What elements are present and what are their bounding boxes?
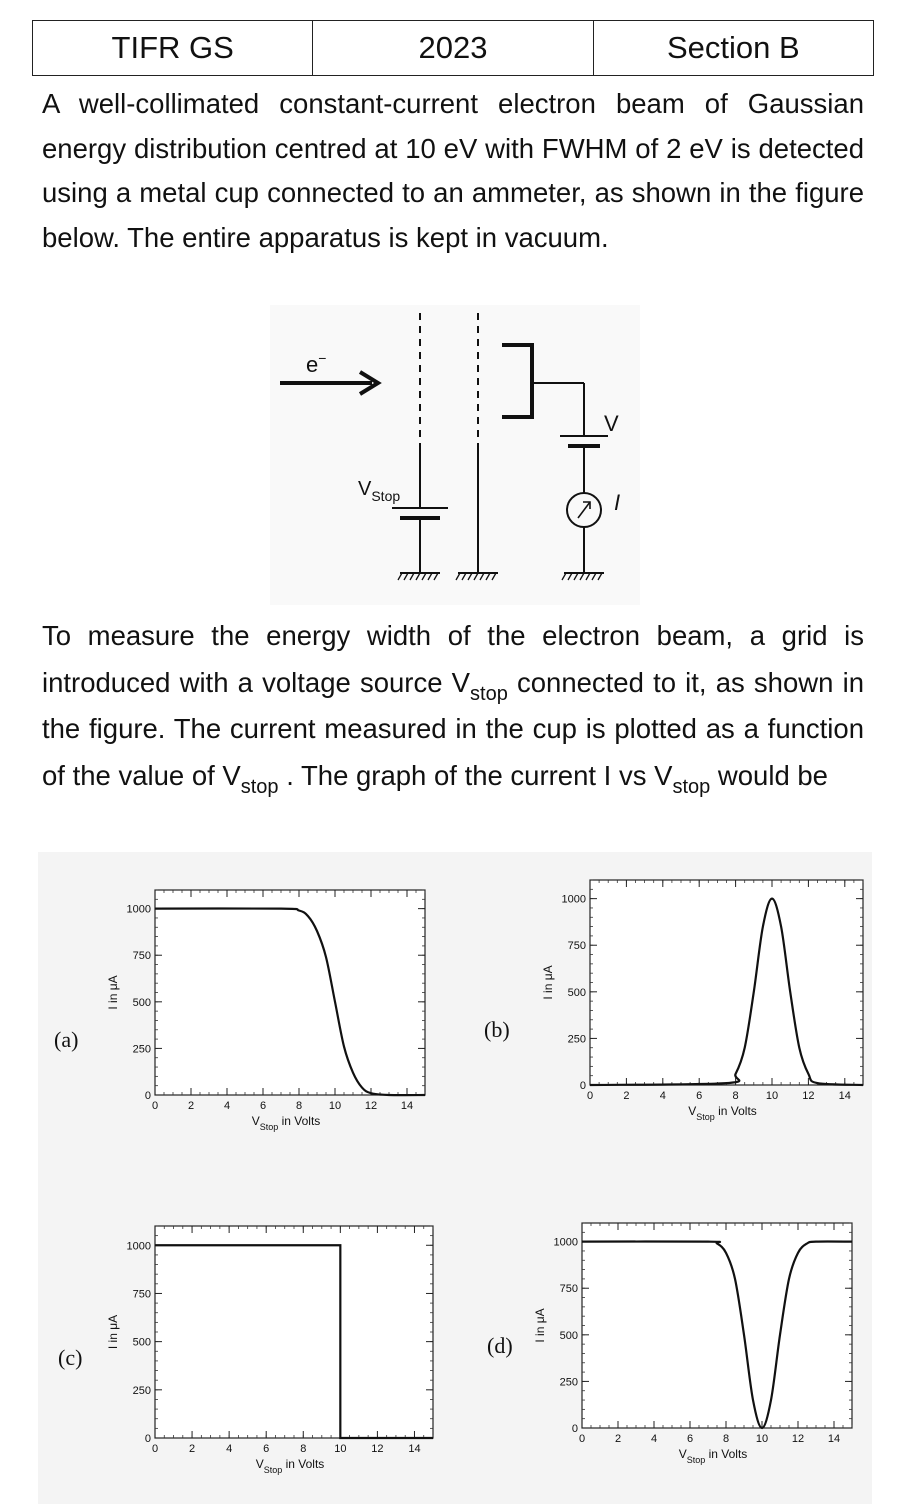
x-tick-label: 6 xyxy=(259,1100,267,1112)
y-tick-label: 250 xyxy=(567,1033,586,1046)
x-tick-label: 0 xyxy=(151,1100,159,1112)
plot-frame xyxy=(590,880,863,1085)
x-tick-label: 2 xyxy=(614,1433,622,1445)
y-axis-label: I in μA xyxy=(106,975,120,1010)
x-tick-label: 14 xyxy=(827,1433,841,1445)
y-tick-label: 0 xyxy=(144,1090,151,1102)
plot-frame xyxy=(155,890,425,1095)
x-tick-label: 0 xyxy=(151,1443,159,1455)
y-axis-label: I in μA xyxy=(541,965,555,1000)
x-axis-label: $V_{Stop}$ in Volts xyxy=(251,1114,321,1132)
y-tick-label: 500 xyxy=(559,1329,578,1342)
y-tick-label: 0 xyxy=(579,1080,586,1092)
x-tick-label: 0 xyxy=(578,1433,586,1445)
header-table xyxy=(32,20,874,76)
x-tick-label: 8 xyxy=(295,1100,303,1112)
y-tick-label: 1000 xyxy=(561,893,586,906)
x-tick-label: 14 xyxy=(408,1443,421,1455)
x-tick-label: 12 xyxy=(364,1100,378,1112)
option-c-chart xyxy=(100,1218,440,1488)
option-label-d[interactable]: (d) xyxy=(487,1333,513,1358)
x-tick-label: 12 xyxy=(802,1090,815,1102)
question-intro: A well-collimated constant-current electron beam of Gaussian energy distribution centred at 10 eV with FWHM of 2 eV is detected using a metal cup connected to an ammeter, as shown in the figure below. The entire apparatus is kept in vacuum. xyxy=(42,88,864,253)
y-tick-label: 500 xyxy=(132,996,151,1009)
x-tick-label: 2 xyxy=(189,1443,196,1455)
header-year: 2023 xyxy=(313,21,593,75)
x-tick-label: 14 xyxy=(400,1100,414,1112)
x-tick-label: 10 xyxy=(334,1443,347,1455)
x-tick-label: 14 xyxy=(838,1090,851,1102)
question-body: To measure the energy width of the electron beam, a grid is introduced with a voltage source $V_{stop}$ connected to it, as shown in the figure. The current measured in the cup is plotted as a function of the value of $V_{stop}$ . The graph of the current I vs $V_{stop}$ would be xyxy=(42,620,864,798)
x-tick-label: 10 xyxy=(328,1100,342,1112)
x-tick-label: 6 xyxy=(686,1433,694,1445)
x-tick-label: 4 xyxy=(650,1433,658,1445)
plot-frame xyxy=(582,1223,852,1428)
y-tick-label: 250 xyxy=(132,1384,151,1397)
y-tick-label: 0 xyxy=(144,1433,151,1445)
y-tick-label: 250 xyxy=(559,1376,578,1389)
cup-voltage-label: V xyxy=(604,411,619,436)
y-axis-label: I in μA xyxy=(533,1308,547,1343)
apparatus-diagram xyxy=(270,305,640,605)
vstop-label: $V_{Stop}$ xyxy=(358,478,401,504)
x-tick-label: 8 xyxy=(300,1443,307,1455)
x-tick-label: 0 xyxy=(586,1090,594,1102)
x-tick-label: 12 xyxy=(371,1443,384,1455)
header-section: Section B xyxy=(666,30,800,65)
x-tick-label: 4 xyxy=(226,1443,233,1455)
y-tick-label: 250 xyxy=(132,1043,151,1056)
option-label-b[interactable]: (b) xyxy=(484,1017,510,1042)
x-tick-label: 12 xyxy=(791,1433,805,1445)
y-tick-label: 1000 xyxy=(126,903,151,916)
x-axis-label: $V_{Stop}$ in Volts xyxy=(678,1447,748,1465)
option-label-a[interactable]: (a) xyxy=(54,1027,79,1052)
x-tick-label: 2 xyxy=(623,1090,630,1102)
x-tick-label: 4 xyxy=(659,1090,666,1102)
x-tick-label: 4 xyxy=(223,1100,231,1112)
y-tick-label: 1000 xyxy=(126,1240,151,1253)
y-tick-label: 1000 xyxy=(553,1236,578,1249)
electron-label: e− xyxy=(306,350,327,377)
x-axis-label: $V_{Stop}$ in Volts xyxy=(688,1104,757,1122)
option-label-c[interactable]: (c) xyxy=(58,1345,83,1370)
x-tick-label: 10 xyxy=(765,1090,779,1102)
x-tick-label: 6 xyxy=(263,1443,270,1455)
y-tick-label: 750 xyxy=(559,1283,578,1296)
x-tick-label: 10 xyxy=(755,1433,769,1445)
y-tick-label: 500 xyxy=(567,986,586,999)
y-tick-label: 750 xyxy=(132,950,151,963)
y-axis-label: I in μA xyxy=(106,1314,120,1350)
x-tick-label: 8 xyxy=(732,1090,739,1102)
y-tick-label: 750 xyxy=(567,940,586,953)
option-d-chart xyxy=(530,1213,870,1473)
option-a-chart xyxy=(100,880,440,1140)
x-tick-label: 6 xyxy=(696,1090,703,1102)
plot-frame xyxy=(155,1226,433,1438)
x-tick-label: 8 xyxy=(722,1433,730,1445)
header-exam-name: TIFR GS xyxy=(33,21,313,75)
x-tick-label: 2 xyxy=(187,1100,195,1112)
x-axis-label: $V_{Stop}$ in Volts xyxy=(255,1457,325,1475)
y-tick-label: 750 xyxy=(132,1288,151,1301)
y-tick-label: 500 xyxy=(132,1336,151,1349)
option-b-chart xyxy=(535,870,875,1130)
y-tick-label: 0 xyxy=(571,1423,578,1435)
current-label: I xyxy=(614,490,621,515)
